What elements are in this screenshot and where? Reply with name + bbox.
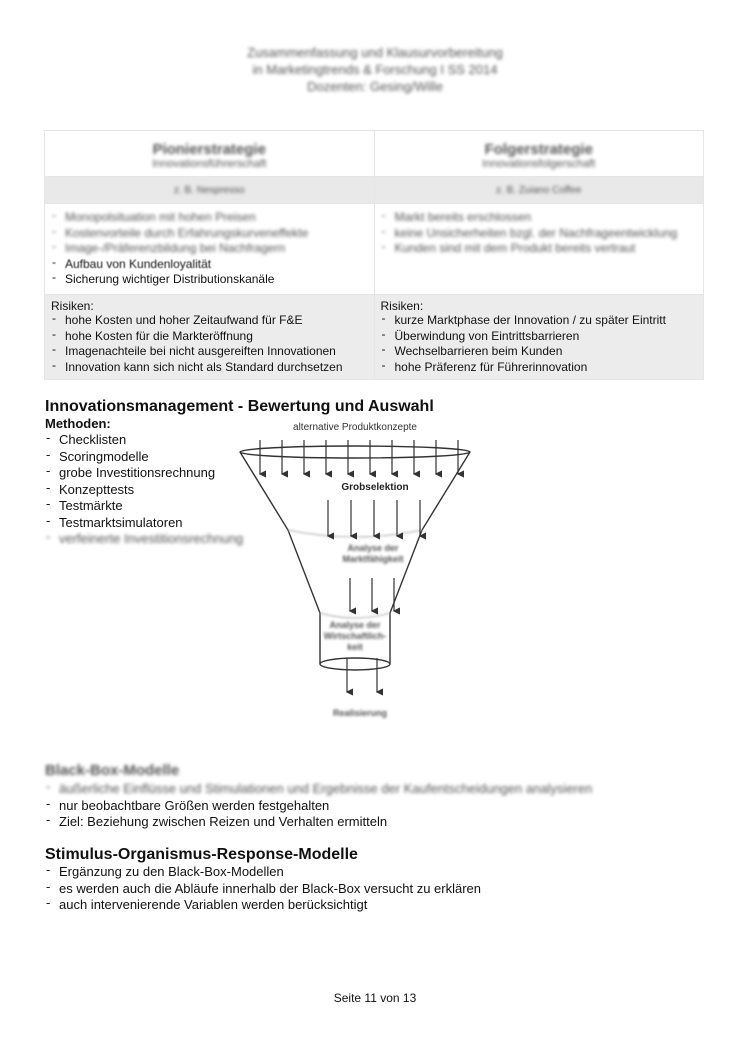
pioneer-title: Pionierstrategie [152,141,266,158]
list-item: - äußerliche Einflüsse und Stimulationen und Ergebnisse der Kaufentscheidungen analysieren [45,781,705,798]
list-item: - verfeinerte Investitionsrechnung [45,531,275,548]
list-item: - Scoringmodelle [45,449,275,466]
follower-header-cell [374,131,704,177]
stage2-line1: Analyse der [347,543,399,553]
strategy-comparison-table [44,130,704,380]
follower-risks-title: Risiken: [380,299,424,313]
follower-example: z. B. Zuiano Coffee [496,184,582,196]
list-item: - hohe Präferenz für Führerinnovation [381,360,698,376]
pioneer-advantages-list [51,210,368,288]
header-subtitle: in Marketingtrends & Forschung I SS 2014 [252,62,498,77]
header-title: Zusammenfassung und Klausurvorbereitung [247,45,503,60]
follower-advantages-list [381,210,698,257]
follower-risks-list [381,313,698,375]
pioneer-risks-cell [45,295,375,380]
page-number: Seite 11 von 13 [333,991,417,1005]
funnel-bottom-label: Realisierung [332,708,388,718]
list-item: - Konzepttests [45,482,275,499]
follower-example-cell [374,177,704,204]
list-item: - Image-/Präferenzbildung bei Nachfragern [51,241,368,257]
funnel-stage-grobselektion: Grobselektion [341,482,409,493]
follower-title: Folgerstrategie [484,141,593,158]
funnel-stage1-arrows [328,500,420,536]
list-item: - Testmärkte [45,498,275,515]
pioneer-risks-title: Risiken: [51,299,94,313]
list-item: - grobe Investitionsrechnung [45,465,275,482]
sor-section [45,846,705,914]
pioneer-risks-list [51,313,368,375]
stage3-line1: Analyse der [329,620,381,630]
stage3-line3: keit [347,642,363,652]
methods-label: Methoden: [45,416,111,431]
list-item: - Aufbau von Kundenloyalität [51,257,368,273]
list-item: - Wechselbarrieren beim Kunden [381,344,698,360]
pioneer-subtitle: Innovationsführerschaft [152,158,267,170]
list-item: - hohe Kosten und hoher Zeitaufwand für F&E [51,313,368,329]
follower-risks-cell [374,295,704,380]
list-item: - Markt bereits erschlossen [381,210,698,226]
funnel-stage2-arrows [350,578,394,611]
stage3-line2: Wirtschaftlich- [323,631,387,641]
follower-advantages-cell [374,204,704,295]
list-item: - nur beobachtbare Größen werden festgehalten [45,798,705,815]
list-item: - Ziel: Beziehung zwischen Reizen und Verhalten ermitteln [45,814,705,831]
list-item: - Ergänzung zu den Black-Box-Modellen [45,864,705,881]
pioneer-header-cell [45,131,375,177]
sor-title: Stimulus-Organismus-Response-Modelle [45,846,358,863]
list-item: - Monopolsituation mit hohen Preisen [51,210,368,226]
pioneer-example-cell [45,177,375,204]
list-item: - kurze Marktphase der Innovation / zu später Eintritt [381,313,698,329]
funnel-stage-marktfaehigkeit [342,543,403,564]
list-item: - Kostenvorteile durch Erfahrungskurveneffekte [51,226,368,242]
header-lecturers: Dozenten: Gesing/Wille [307,79,443,94]
black-box-title: Black-Box-Modelle [45,762,180,779]
list-item: - Innovation kann sich nicht als Standard durchsetzen [51,360,368,376]
list-item: - Sicherung wichtiger Distributionskanäle [51,272,368,288]
list-item: - hohe Kosten für die Markteröffnung [51,329,368,345]
list-item: - Überwindung von Eintrittsbarrieren [381,329,698,345]
list-item: - es werden auch die Abläufe innerhalb der Black-Box versucht zu erklären [45,881,705,898]
sor-list [45,864,705,914]
follower-subtitle: Innovationsfolgerschaft [482,158,596,170]
document-header [0,44,750,95]
list-item: - keine Unsicherheiten bzgl. der Nachfrageentwicklung [381,226,698,242]
list-item: - Testmarktsimulatoren [45,515,275,532]
pioneer-advantages-cell [45,204,375,295]
list-item: - Kunden sind mit dem Produkt bereits vertraut [381,241,698,257]
list-item: - Checklisten [45,432,275,449]
list-item: - Imagenachteile bei nicht ausgereiften Innovationen [51,344,368,360]
funnel-output-arrows [347,658,377,692]
black-box-list [45,781,705,831]
funnel-stage-wirtschaftlichkeit [324,620,386,652]
funnel-top-label: alternative Produktkonzepte [293,422,417,433]
pioneer-example: z. B. Nespresso [173,184,245,196]
stage2-line2: Marktfähigkeit [342,554,404,564]
innovation-section-title: Innovationsmanagement - Bewertung und Auswahl [45,398,434,415]
list-item: - auch intervenierende Variablen werden berücksichtigt [45,897,705,914]
black-box-section [45,762,705,831]
selection-funnel-diagram [230,418,480,723]
